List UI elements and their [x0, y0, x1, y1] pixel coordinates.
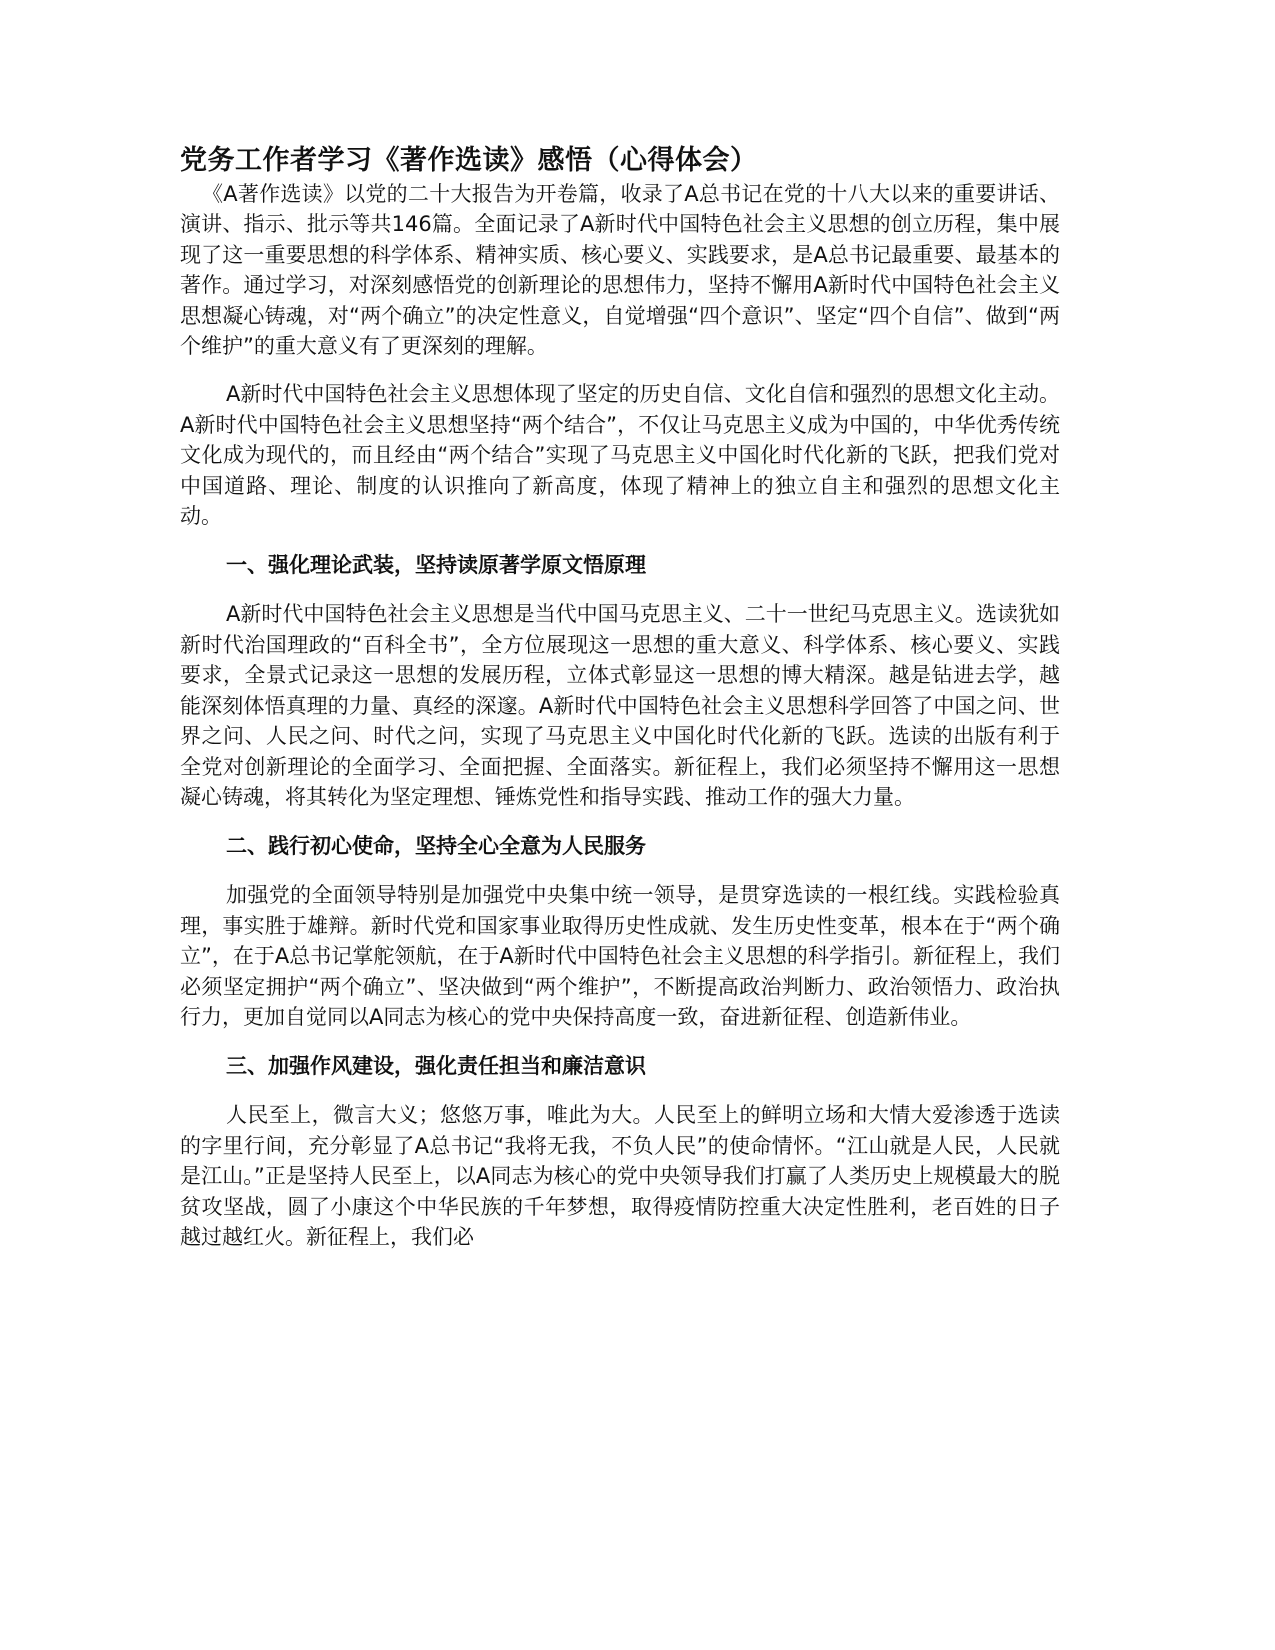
- body-paragraph: A新时代中国特色社会主义思想体现了坚定的历史自信、文化自信和强烈的思想文化主动。A新时代中国特色社会主义思想坚持“两个结合”，不仅让马克思主义成为中国的，中华优秀传统文化成为现代的，而且经由“两个结合”实现了马克思主义中国化时代化新的飞跃，把我们党对中国道路、理论、制度的认识推向了新高度，体现了精神上的独立自主和强烈的思想文化主动。: [180, 382, 1060, 529]
- section-body: A新时代中国特色社会主义思想是当代中国马克思主义、二十一世纪马克思主义。选读犹如新时代治国理政的“百科全书”，全方位展现这一思想的重大意义、科学体系、核心要义、实践要求，全景式记录这一思想的发展历程，立体式彰显这一思想的博大精深。越是钻进去学，越能深刻体悟真理的力量、真经的深邃。A新时代中国特色社会主义思想科学回答了中国之问、世界之问、人民之问、时代之问，实现了马克思主义中国化时代化新的飞跃。选读的出版有利于全党对创新理论的全面学习、全面把握、全面落实。新征程上，我们必须坚持不懈用这一思想凝心铸魂，将其转化为坚定理想、锤炼党性和指导实践、推动工作的强大力量。: [180, 602, 1060, 809]
- section-heading: 三、加强作风建设，强化责任担当和廉洁意识: [226, 1054, 646, 1079]
- section-body: 人民至上，微言大义；悠悠万事，唯此为大。人民至上的鲜明立场和大情大爱渗透于选读的字里行间，充分彰显了A总书记“我将无我，不负人民”的使命情怀。“江山就是人民，人民就是江山。”正是坚持人民至上，以A同志为核心的党中央领导我们打赢了人类历史上规模最大的脱贫攻坚战，圆了小康这个中华民族的千年梦想，取得疫情防控重大决定性胜利，老百姓的日子越过越红火。新征程上，我们必: [180, 1103, 1060, 1249]
- intro-paragraph: 《A著作选读》以党的二十大报告为开卷篇，收录了A总书记在党的十八大以来的重要讲话、演讲、指示、批示等共146篇。全面记录了A新时代中国特色社会主义思想的创立历程，集中展现了这一重要思想的科学体系、精神实质、核心要义、实践要求，是A总书记最重要、最基本的著作。通过学习，对深刻感悟党的创新理论的思想伟力，坚持不懈用A新时代中国特色社会主义思想凝心铸魂，对“两个确立”的决定性意义，自觉增强“四个意识”、坚定“四个自信”、做到“两个维护”的重大意义有了更深刻的理解。: [180, 182, 1060, 359]
- section-heading: 一、强化理论武装，坚持读原著学原文悟原理: [226, 553, 646, 578]
- document-title: 党务工作者学习《著作选读》感悟（心得体会）: [180, 145, 758, 176]
- document-page: [180, 143, 1060, 1252]
- section-heading: 二、践行初心使命，坚持全心全意为人民服务: [226, 834, 646, 859]
- section-body: 加强党的全面领导特别是加强党中央集中统一领导，是贯穿选读的一根红线。实践检验真理，事实胜于雄辩。新时代党和国家事业取得历史性成就、发生历史性变革，根本在于“两个确立”，在于A总书记掌舵领航，在于A新时代中国特色社会主义思想的科学指引。新征程上，我们必须坚定拥护“两个确立”、坚决做到“两个维护”，不断提高政治判断力、政治领悟力、政治执行力，更加自觉同以A同志为核心的党中央保持高度一致，奋进新征程、创造新伟业。: [180, 883, 1060, 1029]
